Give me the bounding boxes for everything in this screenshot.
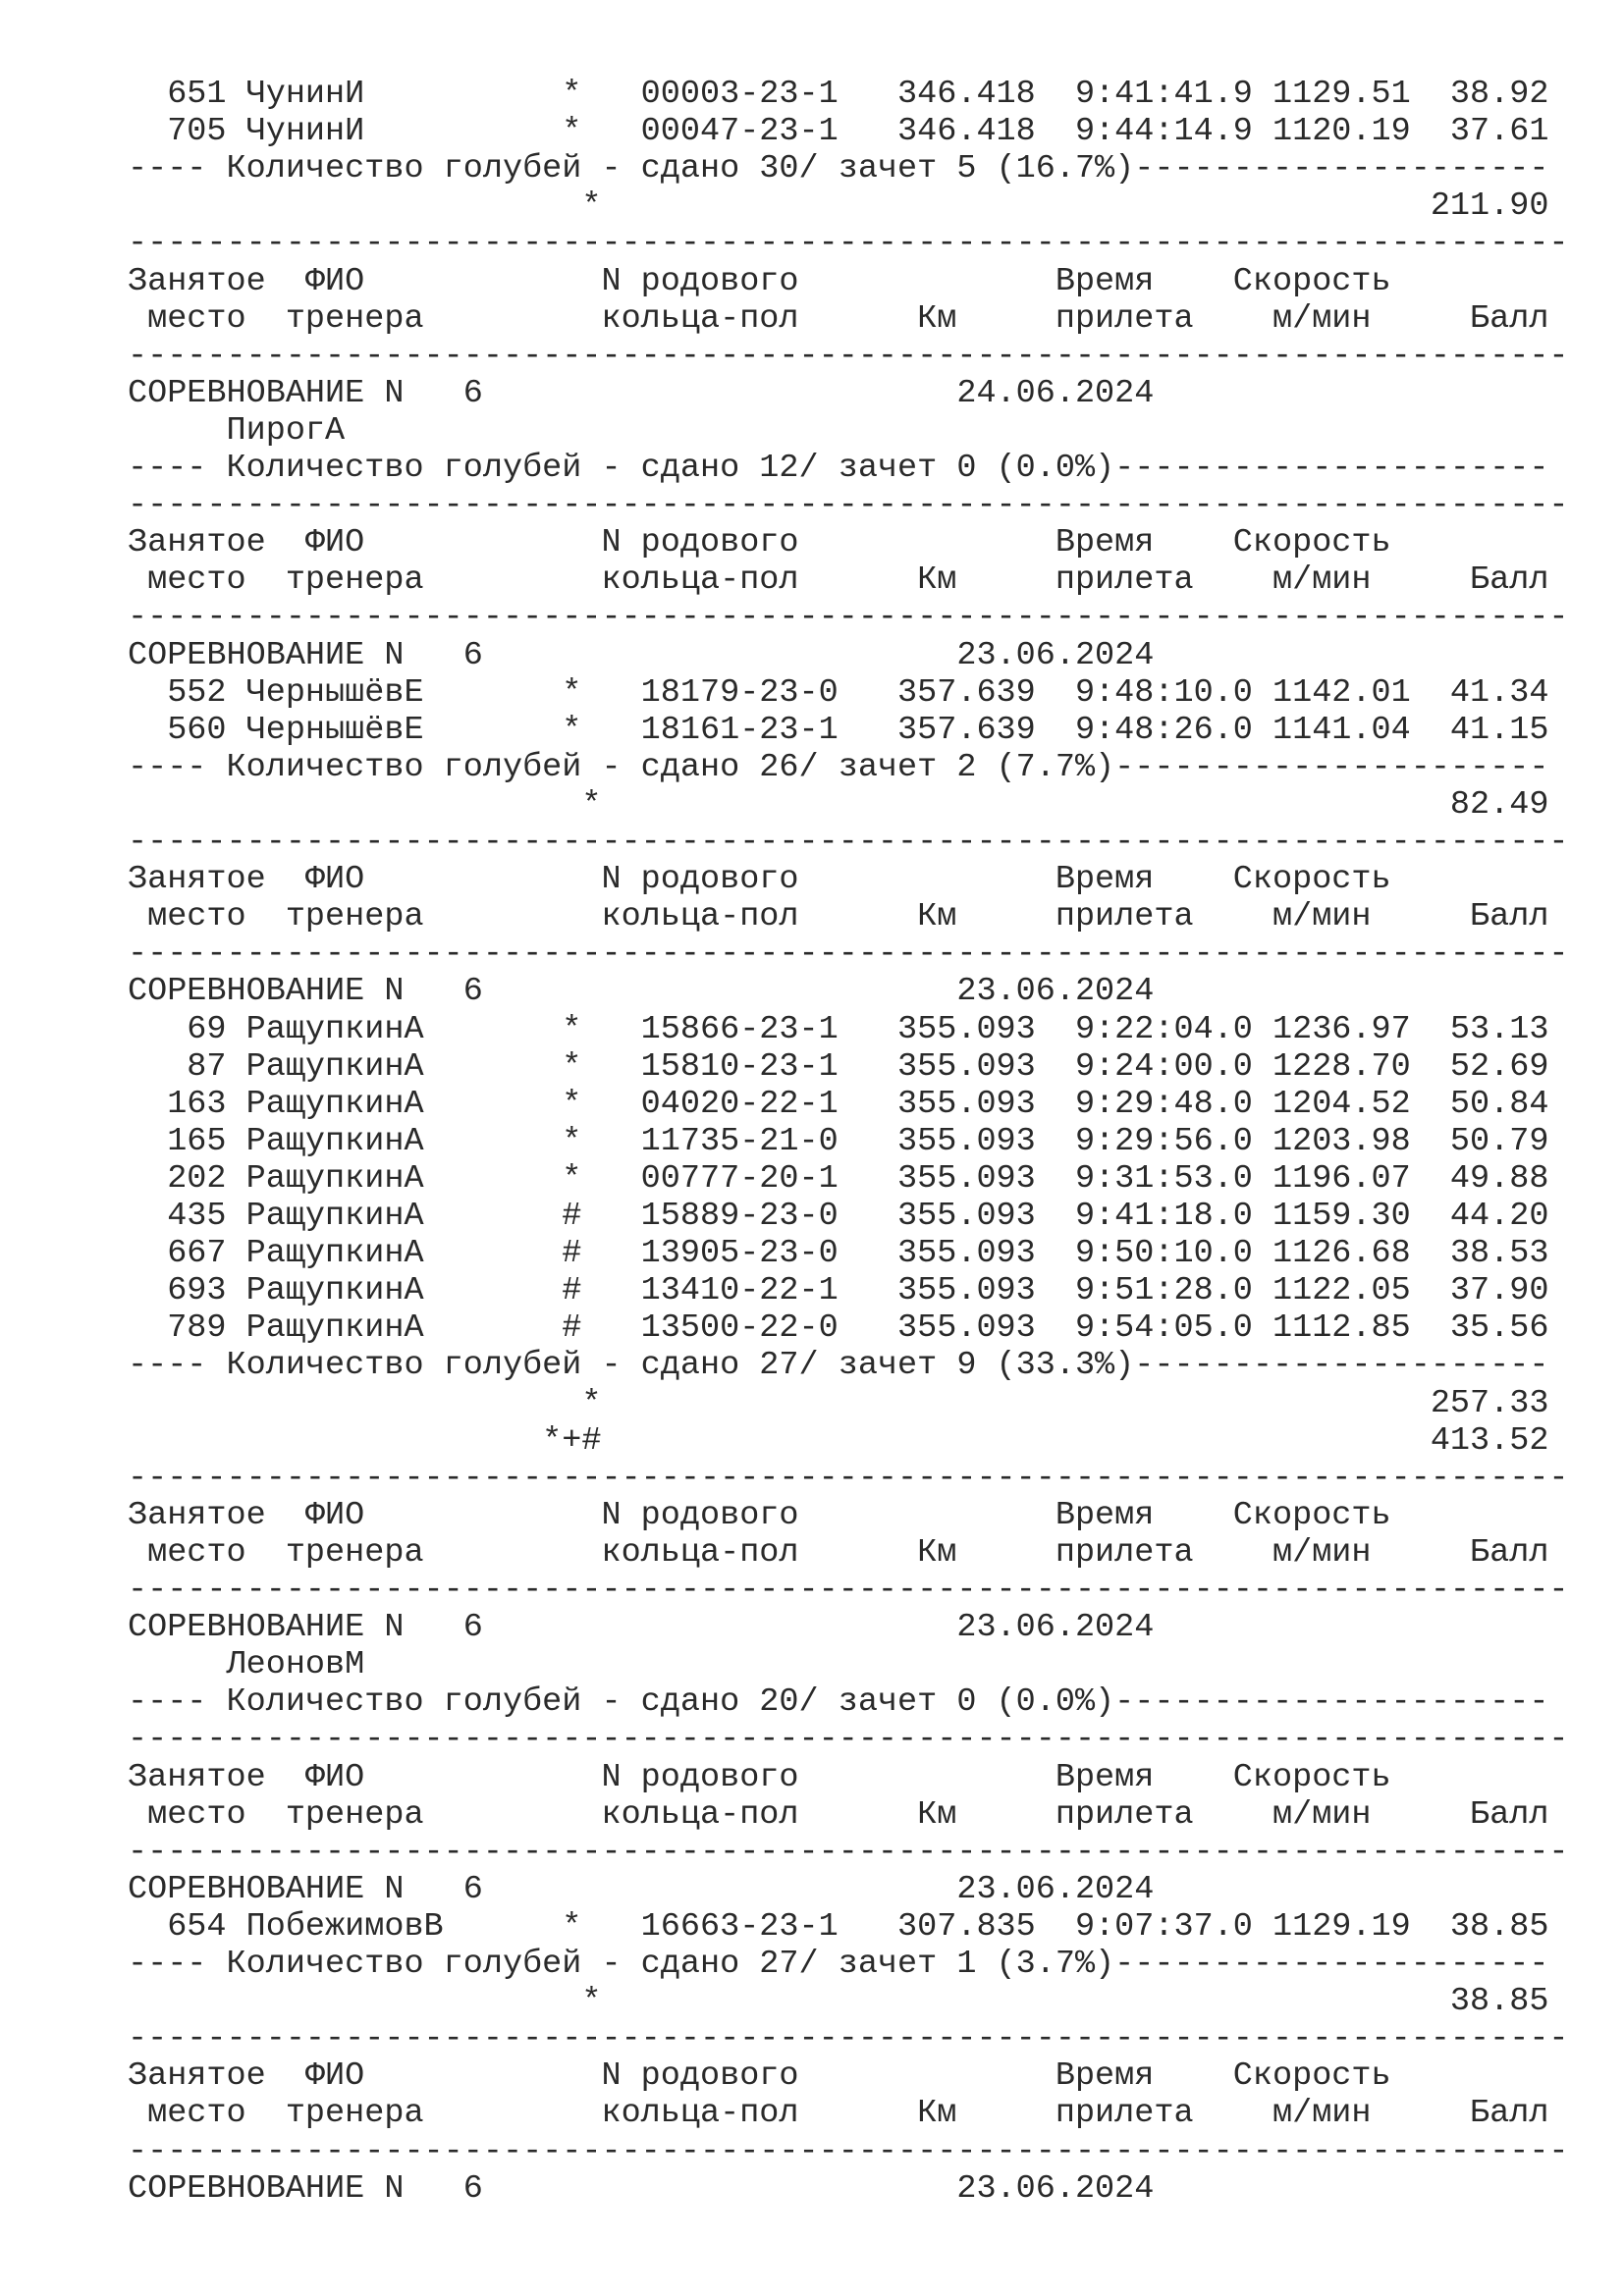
competition-header: СОРЕВНОВАНИЕ N 6 23.06.2024 bbox=[128, 973, 1155, 1011]
total-line: * 82.49 bbox=[128, 785, 1549, 824]
column-header: место тренера кольца-пол Км прилета м/мин Балл bbox=[128, 2095, 1549, 2133]
column-header: место тренера кольца-пол Км прилета м/мин Балл bbox=[128, 561, 1549, 600]
column-header: Занятое ФИО N родового Время Скорость bbox=[128, 861, 1391, 899]
column-header: место тренера кольца-пол Км прилета м/мин Балл bbox=[128, 1795, 1549, 1834]
result-row: 560 ЧернышёвЕ * 18161-23-1 357.639 9:48:26.0 1141.04 41.15 bbox=[128, 711, 1549, 749]
separator-line: ------------------------------------------------------------------------- bbox=[128, 2020, 1569, 2058]
competition-header: СОРЕВНОВАНИЕ N 6 23.06.2024 bbox=[128, 1870, 1155, 1908]
summary-line: ---- Количество голубей - сдано 26/ зачет 2 (7.7%)---------------------- bbox=[128, 748, 1549, 786]
column-header: место тренера кольца-пол Км прилета м/мин Балл bbox=[128, 299, 1549, 338]
competition-header: СОРЕВНОВАНИЕ N 6 23.06.2024 bbox=[128, 1609, 1155, 1647]
column-header: Занятое ФИО N родового Время Скорость bbox=[128, 1758, 1391, 1796]
separator-line: ------------------------------------------------------------------------- bbox=[128, 1572, 1569, 1609]
trainer-name: ЛеоновМ bbox=[128, 1646, 365, 1684]
separator-line: ------------------------------------------------------------------------- bbox=[128, 487, 1569, 525]
result-row: 87 РащупкинА * 15810-23-1 355.093 9:24:00.0 1228.70 52.69 bbox=[128, 1047, 1549, 1086]
result-row: 651 ЧунинИ * 00003-23-1 346.418 9:41:41.9 1129.51 38.92 bbox=[128, 76, 1549, 113]
result-row: 163 РащупкинА * 04020-22-1 355.093 9:29:48.0 1204.52 50.84 bbox=[128, 1085, 1549, 1123]
separator-line: ------------------------------------------------------------------------- bbox=[128, 225, 1569, 263]
separator-line: ------------------------------------------------------------------------- bbox=[128, 1833, 1569, 1871]
result-row: 165 РащупкинА * 11735-21-0 355.093 9:29:56.0 1203.98 50.79 bbox=[128, 1122, 1549, 1160]
separator-line: ------------------------------------------------------------------------- bbox=[128, 1721, 1569, 1759]
summary-line: ---- Количество голубей - сдано 30/ зачет 5 (16.7%)--------------------- bbox=[128, 150, 1549, 188]
result-row: 654 ПобежимовВ * 16663-23-1 307.835 9:07:37.0 1129.19 38.85 bbox=[128, 1907, 1549, 1946]
column-header: Занятое ФИО N родового Время Скорость bbox=[128, 1496, 1391, 1534]
result-row: 693 РащупкинА # 13410-22-1 355.093 9:51:28.0 1122.05 37.90 bbox=[128, 1272, 1549, 1310]
column-header: место тренера кольца-пол Км прилета м/мин Балл bbox=[128, 1533, 1549, 1572]
result-row: 435 РащупкинА # 15889-23-0 355.093 9:41:18.0 1159.30 44.20 bbox=[128, 1198, 1549, 1235]
trainer-name: ПирогА bbox=[128, 411, 346, 450]
separator-line: ------------------------------------------------------------------------- bbox=[128, 337, 1569, 375]
total-line: * 211.90 bbox=[128, 187, 1549, 226]
total-line: *+# 413.52 bbox=[128, 1421, 1549, 1460]
total-line: * 38.85 bbox=[128, 1983, 1549, 2021]
column-header: место тренера кольца-пол Км прилета м/мин Балл bbox=[128, 898, 1549, 936]
result-row: 552 ЧернышёвЕ * 18179-23-0 357.639 9:48:10.0 1142.01 41.34 bbox=[128, 673, 1549, 712]
total-line: * 257.33 bbox=[128, 1384, 1549, 1422]
result-row: 667 РащупкинА # 13905-23-0 355.093 9:50:10.0 1126.68 38.53 bbox=[128, 1235, 1549, 1273]
result-row: 202 РащупкинА * 00777-20-1 355.093 9:31:53.0 1196.07 49.88 bbox=[128, 1159, 1549, 1198]
summary-line: ---- Количество голубей - сдано 27/ зачет 1 (3.7%)---------------------- bbox=[128, 1946, 1549, 1983]
separator-line: ------------------------------------------------------------------------- bbox=[128, 824, 1569, 861]
separator-line: ------------------------------------------------------------------------- bbox=[128, 2132, 1569, 2170]
competition-header: СОРЕВНОВАНИЕ N 6 23.06.2024 bbox=[128, 2169, 1155, 2208]
result-row: 69 РащупкинА * 15866-23-1 355.093 9:22:04.0 1236.97 53.13 bbox=[128, 1010, 1549, 1048]
separator-line: ------------------------------------------------------------------------- bbox=[128, 935, 1569, 974]
column-header: Занятое ФИО N родового Время Скорость bbox=[128, 524, 1391, 562]
result-row: 705 ЧунинИ * 00047-23-1 346.418 9:44:14.9 1120.19 37.61 bbox=[128, 113, 1549, 151]
competition-header: СОРЕВНОВАНИЕ N 6 23.06.2024 bbox=[128, 636, 1155, 674]
separator-line: ------------------------------------------------------------------------- bbox=[128, 599, 1569, 637]
summary-line: ---- Количество голубей - сдано 27/ зачет 9 (33.3%)--------------------- bbox=[128, 1347, 1549, 1385]
summary-line: ---- Количество голубей - сдано 20/ зачет 0 (0.0%)---------------------- bbox=[128, 1683, 1549, 1722]
column-header: Занятое ФИО N родового Время Скорость bbox=[128, 262, 1391, 300]
competition-header: СОРЕВНОВАНИЕ N 6 24.06.2024 bbox=[128, 374, 1155, 412]
summary-line: ---- Количество голубей - сдано 12/ зачет 0 (0.0%)---------------------- bbox=[128, 450, 1549, 487]
column-header: Занятое ФИО N родового Время Скорость bbox=[128, 2057, 1391, 2096]
separator-line: ------------------------------------------------------------------------- bbox=[128, 1459, 1569, 1497]
result-row: 789 РащупкинА # 13500-22-0 355.093 9:54:05.0 1112.85 35.56 bbox=[128, 1309, 1549, 1348]
